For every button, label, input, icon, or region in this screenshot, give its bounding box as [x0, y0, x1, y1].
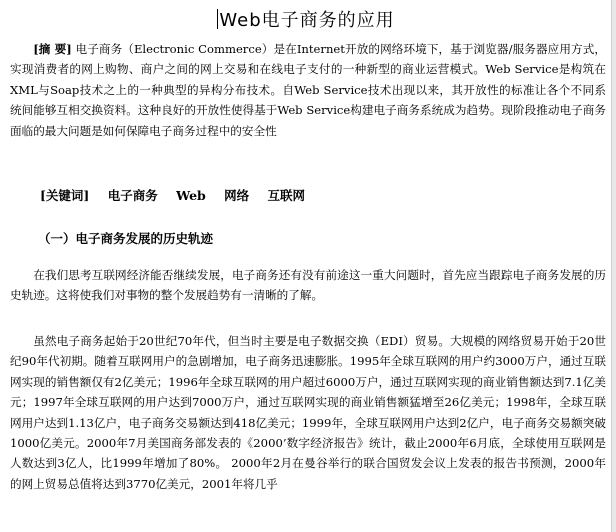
keyword-item: 网络 — [224, 188, 250, 203]
body-paragraph: 在我们思考互联网经济能否继续发展，电子商务还有没有前途这一重大问题时，首先应当跟踪电子商务发展的历史轨迹。这将使我们对事物的整个发展趋势有一清晰的了解。 — [10, 268, 606, 303]
keyword-item: 电子商务 — [107, 188, 158, 203]
abstract-paragraph — [10, 39, 606, 141]
abstract-text: 电子商务（Electronic Commerce）是在Internet开放的网络环境下，基于浏览器/服务器应用方式，实现消费者的网上购物、商户之间的网上交易和在线电子支付的一种新型的商业运营模式。Web Service是构筑在XML与Soap技术之上的一种典型的异构分布技术。自Web Service技术出现以来，其开放性的标准让各个不同系 统间能够互相交换资料。这种良好的开放性使得基于Web Service构建电子商务系统成为趋势。现阶段推动电子商务面临的最大问题是如何保障电子商务过程中的安全性 — [10, 42, 606, 138]
keywords-label: [关键词] — [40, 188, 90, 203]
window-edge — [611, 0, 616, 532]
keyword-item: 互联网 — [267, 188, 306, 203]
section-heading: （一）电子商务发展的历史轨迹 — [38, 231, 214, 246]
keywords-line — [40, 186, 319, 204]
document-title-text: Web电子商务的应用 — [219, 10, 395, 31]
document-title — [0, 6, 612, 32]
keyword-item: Web — [176, 188, 206, 203]
body-paragraph: 虽然电子商务起始于20世纪70年代，但当时主要是电子数据交换（EDI）贸易。大规模的网络贸易开始于20世纪90年代初期。随着互联网用户的急剧增加，电子商务迅速膨胀。1995年全球互联网的用户约3000万户，通过互联网实现的销售额仅有2亿美元；1996年全球互联网的用户超过6000万户，通过互联网实现的商业销售额达到7.1亿美元；1997年全球互联网的用户达到7000万户，通过互联网实现的商业销售额猛增至26亿美元；1998年，全球互联网用户达到1.13亿户，电子商务交易额达到418亿美元；1999年，全球互联网用户达到2亿户，电子商务交易额突破1000亿美元。2000年7月美国商务部发表的《2000’数字经济报告》统计，截止2000年6月底，全球使用互联网是人数达到3亿人，比1999年增加了80%。 2000年2月在曼谷举行的联合国贸发会议上发表的报告书预测，2000年的网上贸易总值将达到3770亿美元，2001年将几乎 — [10, 334, 606, 491]
abstract-label: [摘 要] — [33, 42, 72, 56]
